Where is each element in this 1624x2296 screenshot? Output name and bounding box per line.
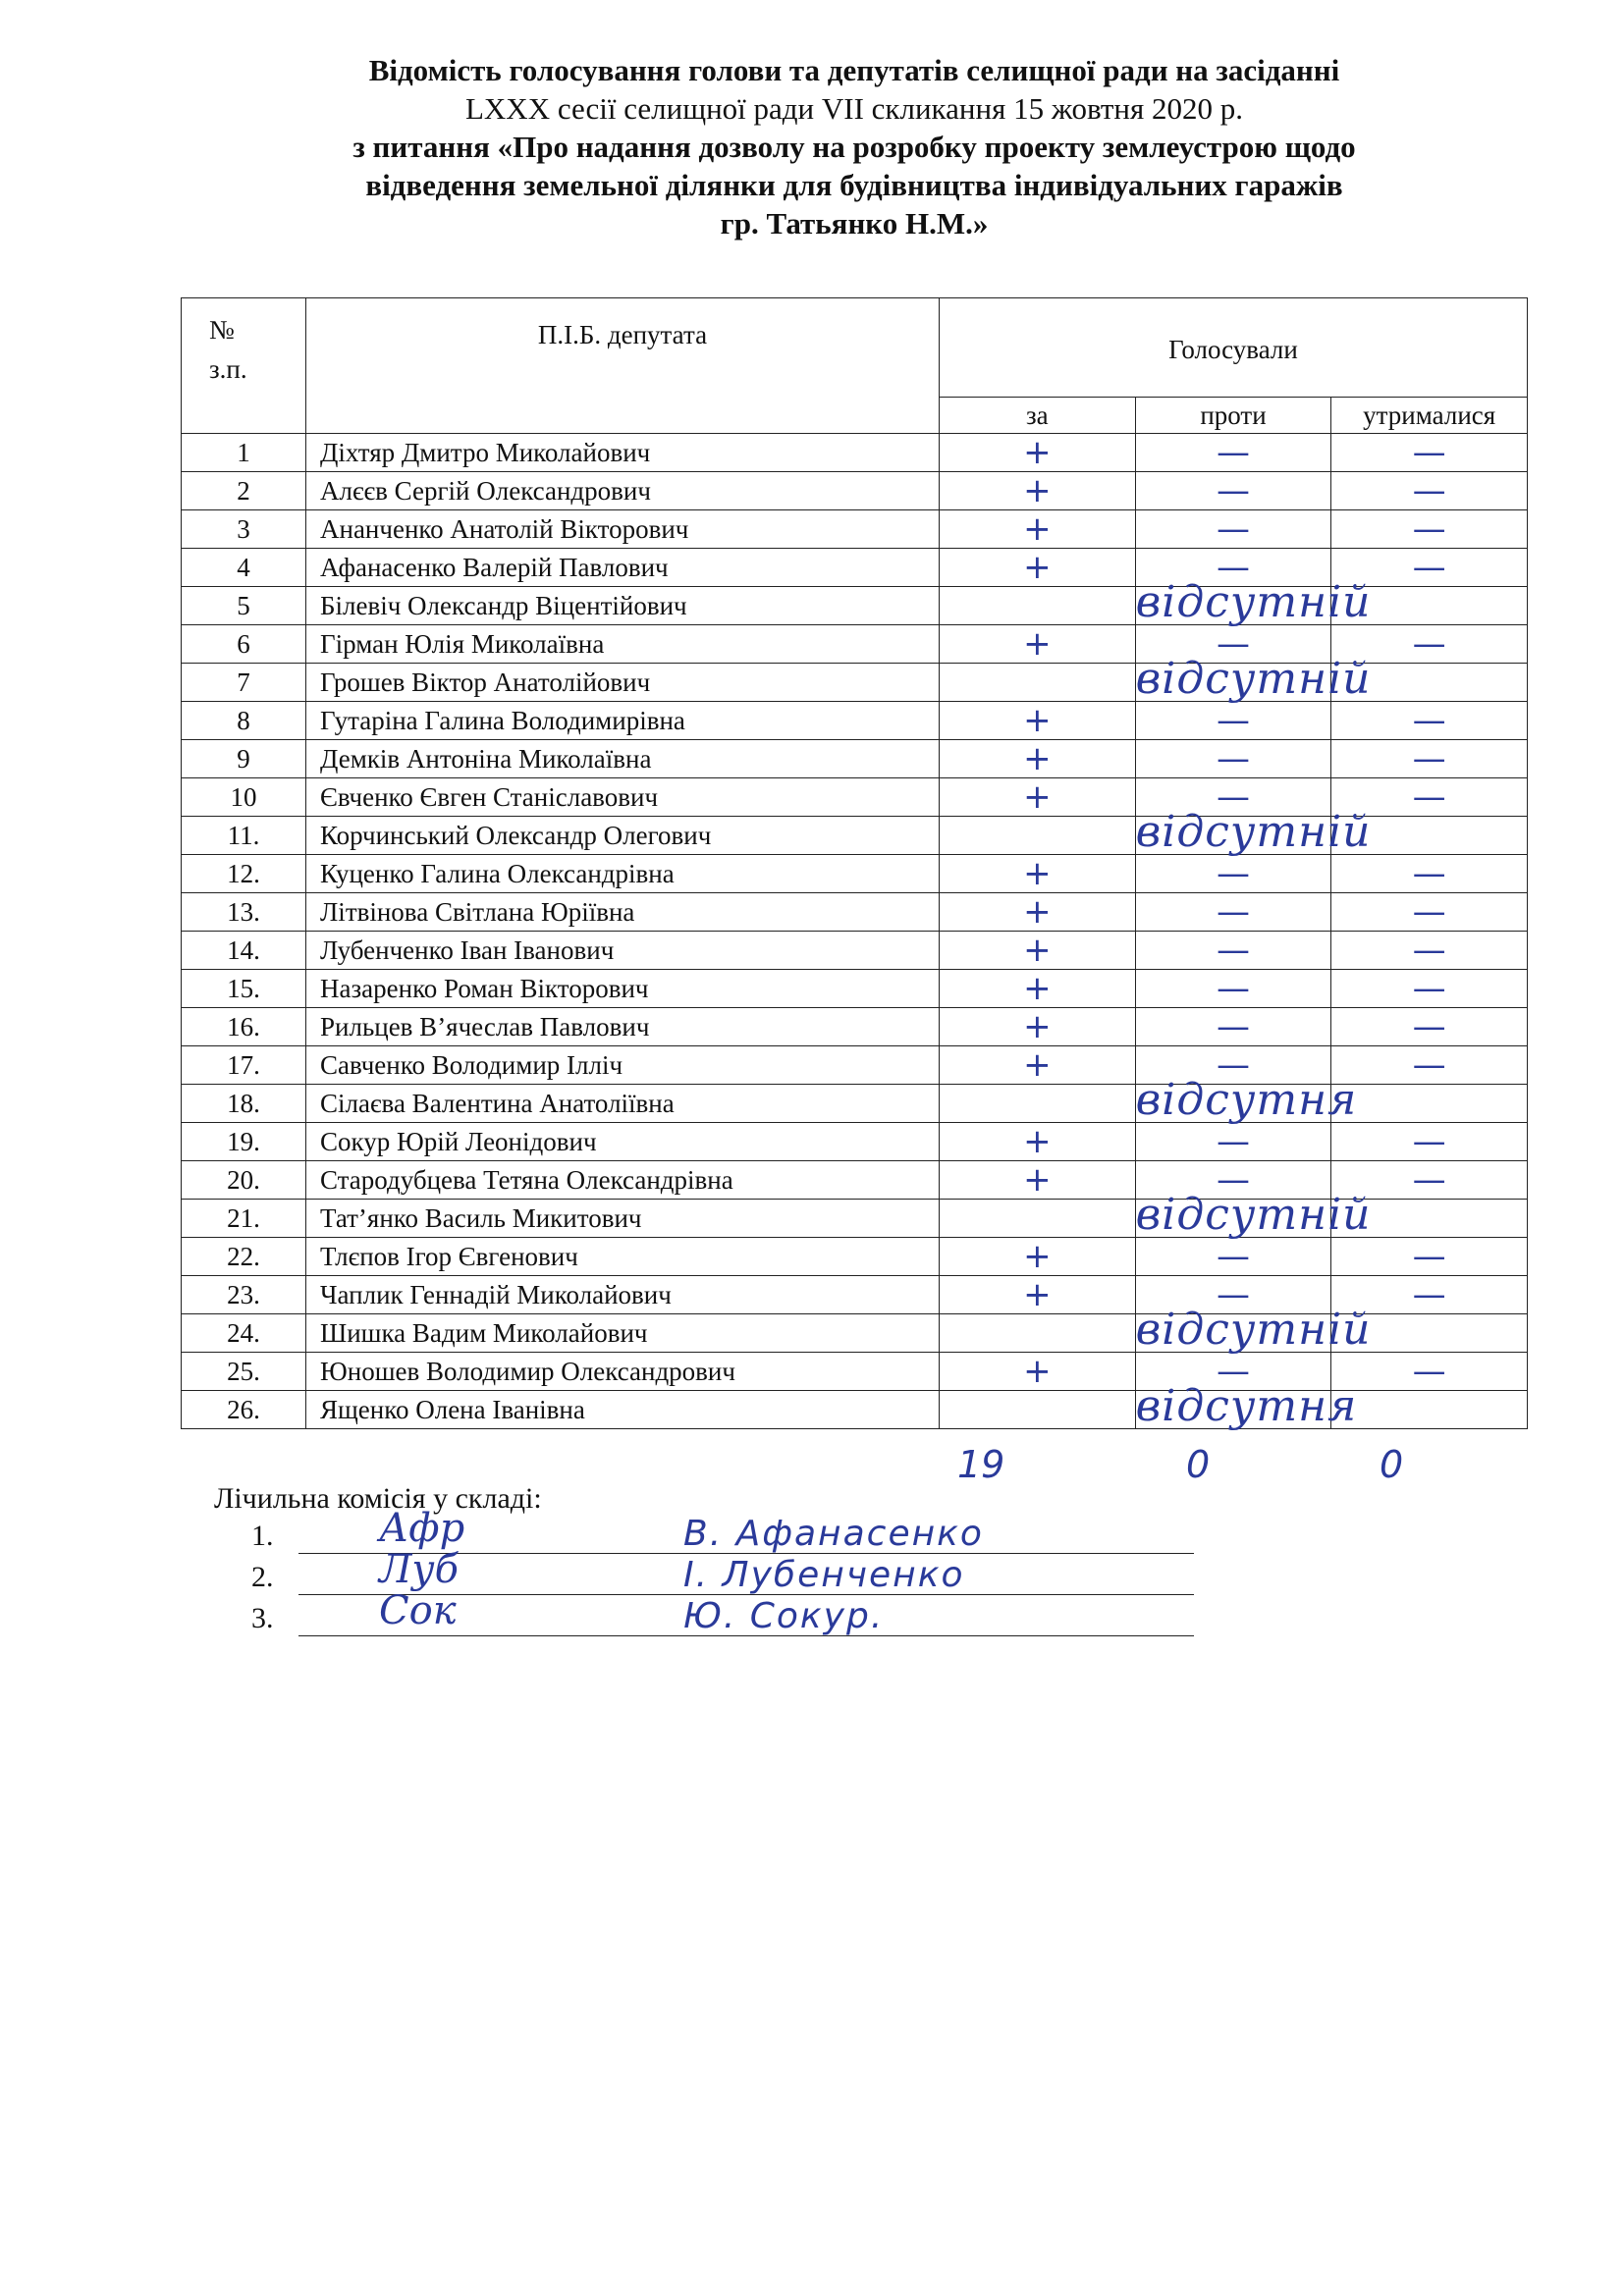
row-number: 14. bbox=[182, 932, 306, 970]
vote-for: + bbox=[940, 549, 1136, 587]
vote-for: + bbox=[940, 1008, 1136, 1046]
vote-for: + bbox=[940, 702, 1136, 740]
vote-for bbox=[940, 664, 1136, 702]
vote-against: — bbox=[1135, 932, 1331, 970]
vote-against: — bbox=[1135, 893, 1331, 932]
vote-for: + bbox=[940, 1353, 1136, 1391]
row-number: 20. bbox=[182, 1161, 306, 1200]
commission-line bbox=[251, 1588, 1194, 1641]
commission-label: Лічильна комісія у складі: bbox=[214, 1482, 542, 1515]
deputy-name: Лубенченко Іван Іванович bbox=[306, 932, 940, 970]
vote-against: — bbox=[1135, 1353, 1331, 1391]
vote-for: + bbox=[940, 893, 1136, 932]
header-abstained: утрималися bbox=[1331, 398, 1528, 434]
vote-for: + bbox=[940, 855, 1136, 893]
deputy-name: Савченко Володимир Ілліч bbox=[306, 1046, 940, 1085]
vote-abstained: — bbox=[1331, 625, 1528, 664]
commission-member-name: Ю. Сокур. bbox=[683, 1596, 885, 1636]
table-row bbox=[182, 664, 1528, 702]
deputy-name: Демків Антоніна Миколаївна bbox=[306, 740, 940, 778]
commission-line-number: 2. bbox=[251, 1561, 274, 1593]
vote-against: — bbox=[1135, 434, 1331, 472]
absent-mark: відсутній bbox=[1135, 1305, 1372, 1355]
table-row bbox=[182, 1238, 1528, 1276]
deputy-name: Шишка Вадим Миколайович bbox=[306, 1314, 940, 1353]
vote-for: + bbox=[940, 1276, 1136, 1314]
table-row bbox=[182, 932, 1528, 970]
table-row bbox=[182, 1314, 1528, 1353]
header-number-symbol: № bbox=[209, 315, 235, 345]
header-against: проти bbox=[1135, 398, 1331, 434]
vote-for: + bbox=[940, 740, 1136, 778]
vote-against bbox=[1135, 1190, 1372, 1240]
row-number: 22. bbox=[182, 1238, 306, 1276]
document-title bbox=[245, 51, 1463, 242]
vote-against bbox=[1135, 1305, 1372, 1355]
deputy-name: Євченко Євген Станіславович bbox=[306, 778, 940, 817]
row-number: 24. bbox=[182, 1314, 306, 1353]
vote-against: — bbox=[1135, 1046, 1331, 1085]
vote-against bbox=[1135, 577, 1372, 627]
row-number: 8 bbox=[182, 702, 306, 740]
total-against: 0 bbox=[1186, 1443, 1211, 1486]
deputy-name: Алєєв Сергій Олександрович bbox=[306, 472, 940, 510]
table-body bbox=[182, 434, 1528, 1429]
vote-for: + bbox=[940, 472, 1136, 510]
title-line-5: гр. Татьянко Н.М.» bbox=[720, 206, 989, 240]
vote-abstained: — bbox=[1331, 893, 1528, 932]
deputy-name: Тат’янко Василь Микитович bbox=[306, 1200, 940, 1238]
deputy-name: Діхтяр Дмитро Миколайович bbox=[306, 434, 940, 472]
commission-line-number: 1. bbox=[251, 1520, 274, 1552]
deputy-name: Гірман Юлія Миколаївна bbox=[306, 625, 940, 664]
row-number: 17. bbox=[182, 1046, 306, 1085]
vote-abstained bbox=[1331, 1085, 1528, 1123]
vote-for bbox=[940, 1391, 1136, 1429]
header-number bbox=[182, 298, 306, 434]
vote-abstained: — bbox=[1331, 1238, 1528, 1276]
deputy-name: Ананченко Анатолій Вікторович bbox=[306, 510, 940, 549]
vote-against bbox=[1135, 1075, 1358, 1125]
absent-mark: відсутній bbox=[1135, 577, 1372, 627]
vote-for bbox=[940, 1085, 1136, 1123]
vote-for: + bbox=[940, 625, 1136, 664]
title-line-2: LXXX сесії селищної ради VII скликання 15 жовтня 2020 р. bbox=[464, 91, 1243, 126]
vote-abstained: — bbox=[1331, 1046, 1528, 1085]
vote-against: — bbox=[1135, 625, 1331, 664]
table-row bbox=[182, 472, 1528, 510]
vote-against: — bbox=[1135, 549, 1331, 587]
row-number: 9 bbox=[182, 740, 306, 778]
absent-mark: відсутня bbox=[1135, 1075, 1358, 1125]
table-row bbox=[182, 1123, 1528, 1161]
deputy-name: Гутаріна Галина Володимирівна bbox=[306, 702, 940, 740]
deputy-name: Рильцев В’ячеслав Павлович bbox=[306, 1008, 940, 1046]
vote-for bbox=[940, 817, 1136, 855]
deputy-name: Чаплик Геннадій Миколайович bbox=[306, 1276, 940, 1314]
vote-against: — bbox=[1135, 1161, 1331, 1200]
vote-abstained: — bbox=[1331, 1276, 1528, 1314]
vote-against: — bbox=[1135, 1276, 1331, 1314]
vote-abstained: — bbox=[1331, 778, 1528, 817]
deputy-name: Літвінова Світлана Юріївна bbox=[306, 893, 940, 932]
vote-against: — bbox=[1135, 702, 1331, 740]
row-number: 13. bbox=[182, 893, 306, 932]
table-row bbox=[182, 434, 1528, 472]
signature-mark: Луб bbox=[379, 1547, 459, 1592]
vote-for: + bbox=[940, 1123, 1136, 1161]
vote-abstained: — bbox=[1331, 970, 1528, 1008]
title-line-3: з питання «Про надання дозволу на розробку проекту землеустрою щодо bbox=[352, 130, 1356, 164]
vote-for: + bbox=[940, 778, 1136, 817]
title-line-1: Відомість голосування голови та депутатів селищної ради на засіданні bbox=[368, 53, 1340, 87]
row-number: 3 bbox=[182, 510, 306, 549]
row-number: 26. bbox=[182, 1391, 306, 1429]
vote-abstained: — bbox=[1331, 434, 1528, 472]
deputy-name: Корчинський Олександр Олегович bbox=[306, 817, 940, 855]
vote-against: — bbox=[1135, 510, 1331, 549]
table-row bbox=[182, 587, 1528, 625]
vote-for: + bbox=[940, 434, 1136, 472]
vote-for bbox=[940, 587, 1136, 625]
row-number: 15. bbox=[182, 970, 306, 1008]
header-voted: Голосували bbox=[940, 298, 1528, 398]
table-row bbox=[182, 1200, 1528, 1238]
vote-abstained: — bbox=[1331, 855, 1528, 893]
table-row bbox=[182, 1085, 1528, 1123]
header-deputy-name: П.І.Б. депутата bbox=[306, 298, 940, 434]
deputy-name: Грошев Віктор Анатолійович bbox=[306, 664, 940, 702]
row-number: 5 bbox=[182, 587, 306, 625]
deputy-name: Ященко Олена Іванівна bbox=[306, 1391, 940, 1429]
row-number: 7 bbox=[182, 664, 306, 702]
vote-against bbox=[1135, 654, 1372, 704]
row-number: 21. bbox=[182, 1200, 306, 1238]
absent-mark: відсутній bbox=[1135, 654, 1372, 704]
table-row bbox=[182, 740, 1528, 778]
vote-abstained: — bbox=[1331, 1161, 1528, 1200]
deputy-name: Тлєпов Ігор Євгенович bbox=[306, 1238, 940, 1276]
signature-mark: Афр bbox=[379, 1506, 465, 1551]
vote-against: — bbox=[1135, 1008, 1331, 1046]
absent-mark: відсутній bbox=[1135, 807, 1372, 857]
table-row bbox=[182, 893, 1528, 932]
vote-abstained: — bbox=[1331, 472, 1528, 510]
header-number-abbr: з.п. bbox=[209, 354, 247, 384]
vote-for: + bbox=[940, 970, 1136, 1008]
vote-against: — bbox=[1135, 472, 1331, 510]
row-number: 25. bbox=[182, 1353, 306, 1391]
total-abstained: 0 bbox=[1380, 1443, 1404, 1486]
title-line-4: відведення земельної ділянки для будівництва індивідуальних гаражів bbox=[365, 168, 1343, 202]
vote-against bbox=[1135, 807, 1372, 857]
vote-against: — bbox=[1135, 1238, 1331, 1276]
deputy-name: Білевіч Олександр Віцентійович bbox=[306, 587, 940, 625]
deputy-name: Афанасенко Валерій Павлович bbox=[306, 549, 940, 587]
vote-against: — bbox=[1135, 740, 1331, 778]
vote-abstained: — bbox=[1331, 932, 1528, 970]
vote-for: + bbox=[940, 932, 1136, 970]
row-number: 6 bbox=[182, 625, 306, 664]
vote-abstained: — bbox=[1331, 1123, 1528, 1161]
table-row bbox=[182, 510, 1528, 549]
row-number: 10 bbox=[182, 778, 306, 817]
vote-abstained: — bbox=[1331, 1353, 1528, 1391]
total-for: 19 bbox=[957, 1443, 1005, 1486]
row-number: 2 bbox=[182, 472, 306, 510]
commission-member-name: В. Афанасенко bbox=[683, 1514, 984, 1554]
deputy-name: Юношев Володимир Олександрович bbox=[306, 1353, 940, 1391]
vote-against bbox=[1135, 1381, 1358, 1431]
vote-for: + bbox=[940, 1046, 1136, 1085]
header-for: за bbox=[940, 398, 1136, 434]
vote-against: — bbox=[1135, 1123, 1331, 1161]
row-number: 23. bbox=[182, 1276, 306, 1314]
deputy-name: Стародубцева Тетяна Олександрівна bbox=[306, 1161, 940, 1200]
row-number: 11. bbox=[182, 817, 306, 855]
table-row bbox=[182, 970, 1528, 1008]
row-number: 4 bbox=[182, 549, 306, 587]
deputy-name: Куценко Галина Олександрівна bbox=[306, 855, 940, 893]
table-row bbox=[182, 1008, 1528, 1046]
vote-abstained: — bbox=[1331, 549, 1528, 587]
absent-mark: відсутній bbox=[1135, 1190, 1372, 1240]
table-row bbox=[182, 1391, 1528, 1429]
row-number: 16. bbox=[182, 1008, 306, 1046]
row-number: 1 bbox=[182, 434, 306, 472]
vote-against: — bbox=[1135, 778, 1331, 817]
vote-for: + bbox=[940, 1161, 1136, 1200]
vote-abstained: — bbox=[1331, 740, 1528, 778]
commission-member-name: І. Лубенченко bbox=[683, 1555, 965, 1595]
row-number: 12. bbox=[182, 855, 306, 893]
table-row bbox=[182, 702, 1528, 740]
deputy-name: Сокур Юрій Леонідович bbox=[306, 1123, 940, 1161]
deputy-name: Назаренко Роман Вікторович bbox=[306, 970, 940, 1008]
vote-abstained: — bbox=[1331, 510, 1528, 549]
commission-line-number: 3. bbox=[251, 1602, 274, 1634]
vote-against: — bbox=[1135, 855, 1331, 893]
vote-for bbox=[940, 1314, 1136, 1353]
signature-mark: Сок bbox=[379, 1588, 457, 1633]
vote-for bbox=[940, 1200, 1136, 1238]
voting-table bbox=[181, 297, 1528, 1429]
row-number: 19. bbox=[182, 1123, 306, 1161]
vote-abstained: — bbox=[1331, 702, 1528, 740]
vote-for: + bbox=[940, 1238, 1136, 1276]
vote-for: + bbox=[940, 510, 1136, 549]
table-row bbox=[182, 817, 1528, 855]
deputy-name: Сілаєва Валентина Анатоліївна bbox=[306, 1085, 940, 1123]
vote-against: — bbox=[1135, 970, 1331, 1008]
vote-abstained bbox=[1331, 1391, 1528, 1429]
absent-mark: відсутня bbox=[1135, 1381, 1358, 1431]
vote-abstained: — bbox=[1331, 1008, 1528, 1046]
table-row bbox=[182, 855, 1528, 893]
row-number: 18. bbox=[182, 1085, 306, 1123]
